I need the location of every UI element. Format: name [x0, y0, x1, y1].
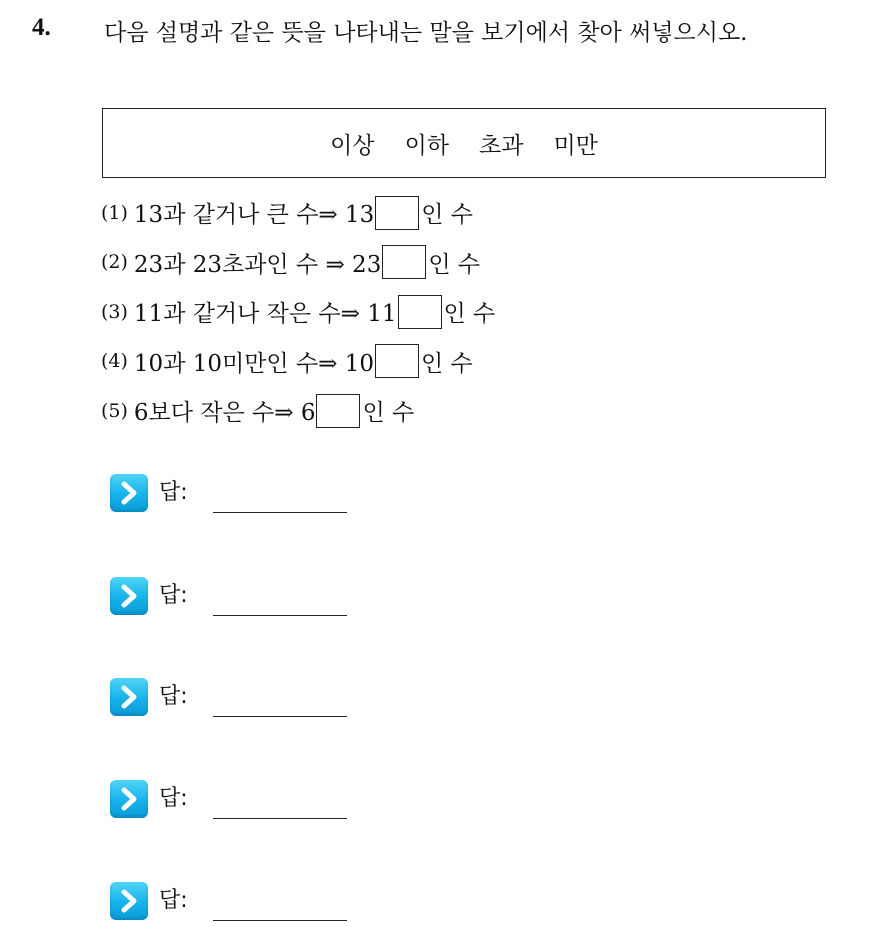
blank-box[interactable]: [382, 245, 426, 279]
item-text: 13과 같거나 큰 수⇒ 13: [133, 202, 375, 229]
item-number: (1): [101, 201, 128, 224]
chevron-right-icon: [110, 678, 148, 716]
chevron-right-icon: [110, 882, 148, 920]
answer-row-5: [110, 882, 188, 924]
choice-word: 이상: [330, 132, 375, 159]
list-item: [101, 386, 495, 436]
chevron-right-icon: [110, 780, 148, 818]
item-suffix: 인 수: [362, 400, 415, 427]
item-number: (2): [101, 251, 128, 274]
list-item: [101, 238, 495, 288]
answer-label: 답:: [159, 480, 188, 505]
answer-row-4: [110, 780, 188, 822]
answer-line[interactable]: [213, 512, 347, 513]
item-suffix: 인 수: [421, 350, 473, 377]
choice-word: 미만: [553, 132, 598, 159]
question-number: 4.: [32, 14, 51, 41]
choice-word: 초과: [479, 132, 524, 159]
answer-label: 답:: [159, 888, 188, 913]
blank-box[interactable]: [398, 295, 442, 329]
item-text: 23과 23초과인 수 ⇒ 23: [133, 251, 382, 278]
item-number: (5): [101, 399, 128, 422]
answer-label: 답:: [159, 786, 188, 811]
item-text: 11과 같거나 작은 수⇒ 11: [133, 301, 397, 328]
answer-row-1: [110, 474, 188, 516]
chevron-right-icon: [110, 474, 148, 512]
chevron-right-icon: [110, 577, 148, 615]
item-list: [101, 188, 495, 436]
answer-row-3: [110, 678, 188, 720]
answer-line[interactable]: [213, 818, 347, 819]
list-item: [101, 287, 495, 337]
answer-line[interactable]: [213, 716, 347, 717]
blank-box[interactable]: [316, 394, 360, 428]
item-number: (4): [101, 350, 128, 373]
choice-box: [102, 108, 826, 178]
blank-box[interactable]: [375, 344, 419, 378]
list-item: [101, 188, 495, 238]
list-item: [101, 337, 495, 387]
item-text: 6보다 작은 수⇒ 6: [133, 400, 316, 427]
item-suffix: 인 수: [428, 251, 481, 278]
answer-label: 답:: [159, 583, 188, 608]
question-text: 다음 설명과 같은 뜻을 나타내는 말을 보기에서 찾아 써넣으시오.: [104, 20, 748, 46]
item-text: 10과 10미만인 수⇒ 10: [133, 350, 375, 377]
blank-box[interactable]: [375, 196, 419, 230]
answer-line[interactable]: [213, 615, 347, 616]
item-suffix: 인 수: [443, 301, 496, 328]
answer-row-2: [110, 577, 188, 619]
item-number: (3): [101, 300, 128, 323]
answer-label: 답:: [159, 684, 188, 709]
item-suffix: 인 수: [421, 202, 474, 229]
choice-word: 이하: [404, 132, 449, 159]
answer-line[interactable]: [213, 920, 347, 921]
